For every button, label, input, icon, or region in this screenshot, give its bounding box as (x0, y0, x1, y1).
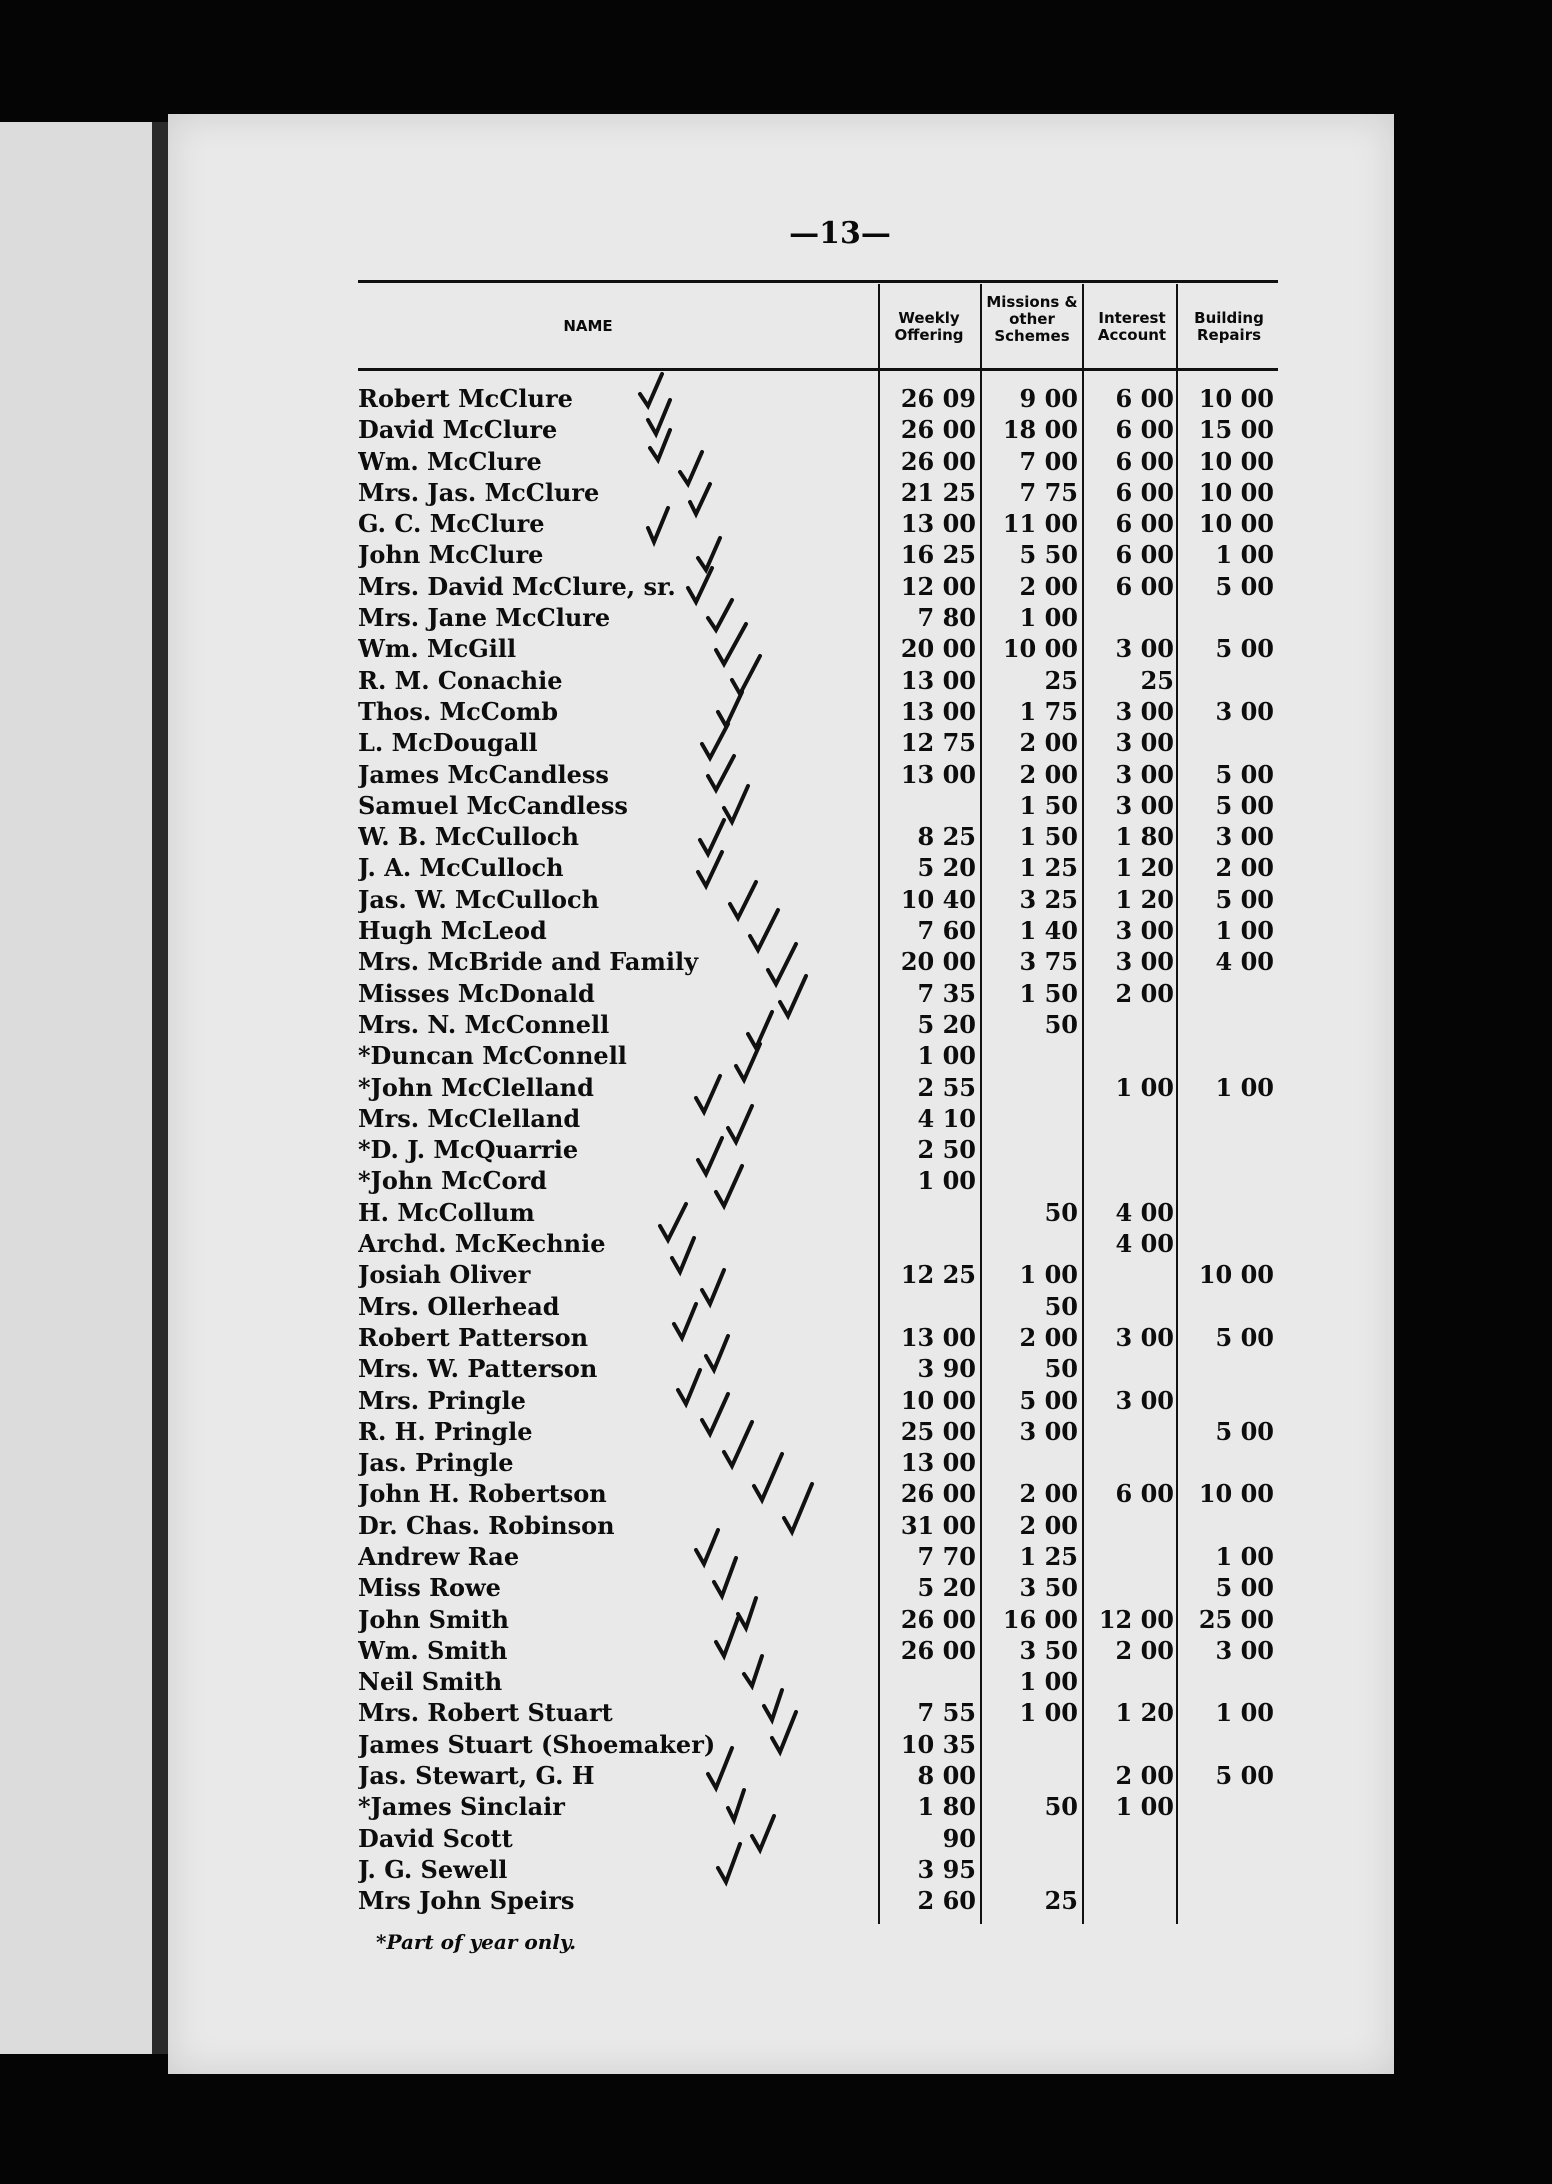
table-row (168, 1730, 1394, 1761)
book-spine (152, 122, 168, 2054)
interest-cell: 4 00 (1115, 1229, 1174, 1259)
table-row (168, 1792, 1394, 1823)
donor-name (358, 1386, 818, 1415)
donor-name-text: Mrs. W. Patterson (358, 1354, 601, 1383)
missions-cell: 3 25 (1019, 884, 1078, 914)
missions-cell: 1 00 (1019, 1698, 1078, 1728)
donor-name (358, 1198, 818, 1227)
building-repairs-cell: 25 00 (1198, 1604, 1274, 1634)
building-repairs-cell: 5 00 (1215, 790, 1274, 820)
donor-name (358, 478, 818, 507)
header-missions: Missions & other Schemes (986, 293, 1078, 345)
table-row (168, 415, 1394, 446)
weekly-offering-cell: 26 00 (900, 446, 976, 476)
building-repairs-cell: 1 00 (1215, 1541, 1274, 1571)
missions-cell: 50 (1044, 1197, 1078, 1227)
donor-name (358, 1824, 818, 1853)
weekly-offering-cell: 2 50 (917, 1135, 976, 1165)
table-row (168, 384, 1394, 415)
donor-name (358, 1698, 818, 1727)
table-row (168, 1667, 1394, 1698)
building-repairs-cell: 1 00 (1215, 1698, 1274, 1728)
donor-name (358, 822, 818, 851)
donor-name-text: James McCandless (358, 760, 613, 789)
weekly-offering-cell: 13 00 (900, 759, 976, 789)
building-repairs-cell: 15 00 (1198, 415, 1274, 445)
table-row (168, 760, 1394, 791)
weekly-offering-cell: 13 00 (900, 696, 976, 726)
weekly-offering-cell: 26 00 (900, 1604, 976, 1634)
donor-name-text: G. C. McClure (358, 509, 549, 538)
building-repairs-cell: 10 00 (1198, 477, 1274, 507)
weekly-offering-cell: 13 00 (900, 1322, 976, 1352)
table-row (168, 791, 1394, 822)
table-row (168, 728, 1394, 759)
donor-name-text: H. McCollum (358, 1198, 539, 1227)
interest-cell: 3 00 (1115, 759, 1174, 789)
weekly-offering-cell: 10 00 (900, 1385, 976, 1415)
donor-name-text: Robert McClure (358, 384, 577, 413)
interest-cell: 4 00 (1115, 1197, 1174, 1227)
donor-name (358, 1761, 818, 1790)
missions-cell: 25 (1044, 665, 1078, 695)
weekly-offering-cell: 5 20 (917, 853, 976, 883)
interest-cell: 6 00 (1115, 415, 1174, 445)
weekly-offering-cell: 7 55 (917, 1698, 976, 1728)
table-row (168, 1135, 1394, 1166)
donor-name (358, 760, 818, 789)
table-row (168, 1073, 1394, 1104)
building-repairs-cell: 5 00 (1215, 634, 1274, 664)
header-top-rule (358, 280, 1278, 283)
donor-name-text: R. M. Conachie (358, 666, 567, 695)
table-row (168, 947, 1394, 978)
table-row (168, 1636, 1394, 1667)
missions-cell: 2 00 (1019, 1510, 1078, 1540)
donor-name-text: John H. Robertson (358, 1479, 611, 1508)
table-row (168, 1855, 1394, 1886)
weekly-offering-cell: 20 00 (900, 634, 976, 664)
donor-name (358, 1511, 818, 1540)
donor-name-text: Mrs. McClelland (358, 1104, 584, 1133)
building-repairs-cell: 10 00 (1198, 509, 1274, 539)
table-row (168, 1198, 1394, 1229)
donor-name (358, 1041, 818, 1070)
donor-name (358, 1260, 818, 1289)
interest-cell: 1 20 (1115, 1698, 1174, 1728)
donor-name (358, 509, 818, 538)
missions-cell: 3 50 (1019, 1573, 1078, 1603)
donor-name (358, 1166, 818, 1195)
table-row (168, 1041, 1394, 1072)
donor-name-text: J. A. McCulloch (358, 853, 568, 882)
weekly-offering-cell: 26 00 (900, 415, 976, 445)
donor-name-text: Thos. McComb (358, 697, 562, 726)
weekly-offering-cell: 3 95 (917, 1854, 976, 1884)
donor-name (358, 1135, 818, 1164)
weekly-offering-cell: 12 00 (900, 571, 976, 601)
table-row (168, 1542, 1394, 1573)
donor-name-text: Wm. Smith (358, 1636, 511, 1665)
donor-name-text: Hugh McLeod (358, 916, 551, 945)
donor-name (358, 1855, 818, 1884)
donor-name-text: Mrs. Pringle (358, 1386, 530, 1415)
donor-name (358, 1573, 818, 1602)
building-repairs-cell: 1 00 (1215, 916, 1274, 946)
table-row (168, 447, 1394, 478)
missions-cell: 1 00 (1019, 603, 1078, 633)
table-row (168, 697, 1394, 728)
missions-cell: 50 (1044, 1354, 1078, 1384)
interest-cell: 1 20 (1115, 853, 1174, 883)
building-repairs-cell: 1 00 (1215, 1072, 1274, 1102)
header-bottom-rule (358, 368, 1278, 371)
interest-cell: 6 00 (1115, 1479, 1174, 1509)
weekly-offering-cell: 2 55 (917, 1072, 976, 1102)
interest-cell: 2 00 (1115, 1761, 1174, 1791)
interest-cell: 3 00 (1115, 728, 1174, 758)
table-row (168, 979, 1394, 1010)
interest-cell: 1 80 (1115, 822, 1174, 852)
donor-name-text: John McClure (358, 540, 547, 569)
table-row (168, 1010, 1394, 1041)
header-interest: Interest Account (1097, 309, 1167, 344)
building-repairs-cell: 10 00 (1198, 1479, 1274, 1509)
table-row (168, 1323, 1394, 1354)
missions-cell: 25 (1044, 1886, 1078, 1916)
donor-name-text: Misses McDonald (358, 979, 599, 1008)
donor-name-text: David Scott (358, 1824, 517, 1853)
weekly-offering-cell: 5 20 (917, 1009, 976, 1039)
missions-cell: 50 (1044, 1792, 1078, 1822)
donor-name (358, 603, 818, 632)
donor-name-text: David McClure (358, 415, 561, 444)
interest-cell: 3 00 (1115, 1322, 1174, 1352)
missions-cell: 7 75 (1019, 477, 1078, 507)
missions-cell: 2 00 (1019, 759, 1078, 789)
table-row (168, 603, 1394, 634)
donor-name-text: Mrs John Speirs (358, 1886, 578, 1915)
weekly-offering-cell: 3 90 (917, 1354, 976, 1384)
missions-cell: 1 00 (1019, 1260, 1078, 1290)
donor-name-text: *D. J. McQuarrie (358, 1135, 582, 1164)
missions-cell: 3 50 (1019, 1635, 1078, 1665)
building-repairs-cell: 4 00 (1215, 947, 1274, 977)
table-row (168, 666, 1394, 697)
missions-cell: 1 50 (1019, 822, 1078, 852)
table-row (168, 1166, 1394, 1197)
interest-cell: 3 00 (1115, 634, 1174, 664)
interest-cell: 3 00 (1115, 790, 1174, 820)
donor-name (358, 1417, 818, 1446)
weekly-offering-cell: 1 00 (917, 1041, 976, 1071)
table-row (168, 1511, 1394, 1542)
table-row (168, 1260, 1394, 1291)
donor-name (358, 1323, 818, 1352)
donor-name-text: Wm. McGill (358, 634, 520, 663)
interest-cell: 3 00 (1115, 1385, 1174, 1415)
donor-name (358, 1073, 818, 1102)
donor-name-text: Dr. Chas. Robinson (358, 1511, 619, 1540)
interest-cell: 6 00 (1115, 571, 1174, 601)
donor-name (358, 1010, 818, 1039)
interest-cell: 1 00 (1115, 1072, 1174, 1102)
page-number: —13— (789, 216, 891, 251)
donor-name-text: Mrs. David McClure, sr. (358, 572, 680, 601)
donor-name-text: Mrs. N. McConnell (358, 1010, 613, 1039)
donor-name (358, 1667, 818, 1696)
weekly-offering-cell: 10 40 (900, 884, 976, 914)
building-repairs-cell: 5 00 (1215, 571, 1274, 601)
weekly-offering-cell: 8 25 (917, 822, 976, 852)
weekly-offering-cell: 13 00 (900, 1448, 976, 1478)
donor-name-text: John Smith (358, 1605, 513, 1634)
donor-name (358, 1605, 818, 1634)
weekly-offering-cell: 7 80 (917, 603, 976, 633)
building-repairs-cell: 10 00 (1198, 446, 1274, 476)
interest-cell: 6 00 (1115, 384, 1174, 413)
missions-cell: 2 00 (1019, 728, 1078, 758)
donor-name (358, 916, 818, 945)
weekly-offering-cell: 5 20 (917, 1573, 976, 1603)
weekly-offering-cell: 20 00 (900, 947, 976, 977)
donor-name (358, 447, 818, 476)
weekly-offering-cell: 12 75 (900, 728, 976, 758)
left-page-edge (0, 122, 160, 2054)
missions-cell: 7 00 (1019, 446, 1078, 476)
donor-name-text: Jas. Pringle (358, 1448, 518, 1477)
donor-name (358, 572, 818, 601)
table-row (168, 1448, 1394, 1479)
table-row (168, 1292, 1394, 1323)
header-weekly-offering: Weekly Offering (894, 309, 964, 344)
building-repairs-cell: 5 00 (1215, 1416, 1274, 1446)
donor-name-text: Josiah Oliver (358, 1260, 534, 1289)
missions-cell: 18 00 (1002, 415, 1078, 445)
table-row (168, 1104, 1394, 1135)
donor-name (358, 634, 818, 663)
weekly-offering-cell: 21 25 (900, 477, 976, 507)
donor-name-text: *John McCord (358, 1166, 551, 1195)
donor-name-text: Mrs. Jas. McClure (358, 478, 603, 507)
missions-cell: 5 00 (1019, 1385, 1078, 1415)
table-row (168, 1479, 1394, 1510)
donor-name-text: Mrs. Jane McClure (358, 603, 614, 632)
missions-cell: 11 00 (1002, 509, 1078, 539)
weekly-offering-cell: 26 09 (900, 384, 976, 413)
donor-name-text: R. H. Pringle (358, 1417, 536, 1446)
header-name: NAME (563, 317, 613, 335)
table-row (168, 1229, 1394, 1260)
table-row (168, 853, 1394, 884)
donor-name (358, 384, 818, 413)
missions-cell: 1 25 (1019, 853, 1078, 883)
weekly-offering-cell: 26 00 (900, 1479, 976, 1509)
donor-name (358, 885, 818, 914)
weekly-offering-cell: 1 00 (917, 1166, 976, 1196)
donor-name (358, 697, 818, 726)
missions-cell: 3 75 (1019, 947, 1078, 977)
weekly-offering-cell: 25 00 (900, 1416, 976, 1446)
weekly-offering-cell: 16 25 (900, 540, 976, 570)
missions-cell: 1 40 (1019, 916, 1078, 946)
donor-name (358, 979, 818, 1008)
table-row (168, 540, 1394, 571)
donor-name-text: Jas. Stewart, G. H (358, 1761, 599, 1790)
missions-cell: 16 00 (1002, 1604, 1078, 1634)
donor-name-text: *John McClelland (358, 1073, 598, 1102)
missions-cell: 1 50 (1019, 978, 1078, 1008)
interest-cell: 6 00 (1115, 540, 1174, 570)
table-row (168, 1386, 1394, 1417)
donor-name (358, 1636, 818, 1665)
missions-cell: 10 00 (1002, 634, 1078, 664)
weekly-offering-cell: 31 00 (900, 1510, 976, 1540)
donor-name (358, 1354, 818, 1383)
building-repairs-cell: 5 00 (1215, 1322, 1274, 1352)
interest-cell: 6 00 (1115, 446, 1174, 476)
donor-name (358, 1542, 818, 1571)
ledger-page (168, 114, 1394, 2074)
table-row (168, 822, 1394, 853)
missions-cell: 50 (1044, 1291, 1078, 1321)
table-row (168, 1886, 1394, 1917)
interest-cell: 6 00 (1115, 509, 1174, 539)
donor-name-text: Wm. McClure (358, 447, 546, 476)
missions-cell: 1 50 (1019, 790, 1078, 820)
weekly-offering-cell: 4 10 (917, 1103, 976, 1133)
donor-name (358, 1448, 818, 1477)
interest-cell: 25 (1140, 665, 1174, 695)
weekly-offering-cell: 7 35 (917, 978, 976, 1008)
weekly-offering-cell: 10 35 (900, 1729, 976, 1759)
building-repairs-cell: 5 00 (1215, 884, 1274, 914)
donor-name (358, 540, 818, 569)
donor-name (358, 947, 818, 976)
missions-cell: 3 00 (1019, 1416, 1078, 1446)
donor-name (358, 1730, 818, 1759)
missions-cell: 50 (1044, 1009, 1078, 1039)
table-row (168, 1417, 1394, 1448)
donor-name (358, 791, 818, 820)
donor-name-text: Neil Smith (358, 1667, 506, 1696)
donor-name (358, 1886, 818, 1915)
missions-cell: 9 00 (1019, 384, 1078, 413)
donor-name (358, 1104, 818, 1133)
interest-cell: 3 00 (1115, 947, 1174, 977)
donor-name-text: *Duncan McConnell (358, 1041, 631, 1070)
missions-cell: 2 00 (1019, 1322, 1078, 1352)
weekly-offering-cell: 1 80 (917, 1792, 976, 1822)
donor-name-text: Miss Rowe (358, 1573, 505, 1602)
table-row (168, 1761, 1394, 1792)
weekly-offering-cell: 13 00 (900, 665, 976, 695)
donor-name (358, 1229, 818, 1258)
donor-name (358, 853, 818, 882)
weekly-offering-cell: 12 25 (900, 1260, 976, 1290)
ledger-rows (168, 384, 1394, 1918)
building-repairs-cell: 5 00 (1215, 759, 1274, 789)
footnote: *Part of year only. (376, 1930, 577, 1954)
building-repairs-cell: 1 00 (1215, 540, 1274, 570)
weekly-offering-cell: 7 60 (917, 916, 976, 946)
donor-name-text: Robert Patterson (358, 1323, 592, 1352)
weekly-offering-cell: 13 00 (900, 509, 976, 539)
interest-cell: 2 00 (1115, 1635, 1174, 1665)
donor-name (358, 1292, 818, 1321)
donor-name (358, 666, 818, 695)
missions-cell: 1 00 (1019, 1667, 1078, 1697)
building-repairs-cell: 5 00 (1215, 1573, 1274, 1603)
missions-cell: 1 75 (1019, 696, 1078, 726)
table-row (168, 885, 1394, 916)
missions-cell: 5 50 (1019, 540, 1078, 570)
interest-cell: 1 20 (1115, 884, 1174, 914)
donor-name (358, 728, 818, 757)
donor-name-text: J. G. Sewell (358, 1855, 511, 1884)
table-row (168, 1698, 1394, 1729)
interest-cell: 1 00 (1115, 1792, 1174, 1822)
table-row (168, 634, 1394, 665)
interest-cell: 3 00 (1115, 696, 1174, 726)
donor-name (358, 1792, 818, 1821)
donor-name-text: W. B. McCulloch (358, 822, 583, 851)
donor-name (358, 415, 818, 444)
table-row (168, 1573, 1394, 1604)
building-repairs-cell: 2 00 (1215, 853, 1274, 883)
missions-cell: 2 00 (1019, 1479, 1078, 1509)
table-row (168, 509, 1394, 540)
donor-name-text: Jas. W. McCulloch (358, 885, 603, 914)
weekly-offering-cell: 7 70 (917, 1541, 976, 1571)
donor-name-text: Mrs. Ollerhead (358, 1292, 564, 1321)
building-repairs-cell: 5 00 (1215, 1761, 1274, 1791)
building-repairs-cell: 3 00 (1215, 1635, 1274, 1665)
table-row (168, 572, 1394, 603)
table-row (168, 916, 1394, 947)
interest-cell: 3 00 (1115, 916, 1174, 946)
table-row (168, 478, 1394, 509)
donor-name-text: Mrs. McBride and Family (358, 947, 702, 976)
interest-cell: 12 00 (1098, 1604, 1174, 1634)
building-repairs-cell: 10 00 (1198, 1260, 1274, 1290)
weekly-offering-cell: 26 00 (900, 1635, 976, 1665)
table-row (168, 1605, 1394, 1636)
interest-cell: 2 00 (1115, 978, 1174, 1008)
donor-name-text: Andrew Rae (358, 1542, 523, 1571)
donor-name-text: *James Sinclair (358, 1792, 569, 1821)
building-repairs-cell: 10 00 (1198, 384, 1274, 413)
building-repairs-cell: 3 00 (1215, 696, 1274, 726)
table-row (168, 1824, 1394, 1855)
header-building: Building Repairs (1194, 309, 1264, 344)
donor-name (358, 1479, 818, 1508)
donor-name-text: James Stuart (Shoemaker) (358, 1730, 719, 1759)
weekly-offering-cell: 90 (942, 1823, 976, 1853)
table-row (168, 1354, 1394, 1385)
donor-name-text: Mrs. Robert Stuart (358, 1698, 617, 1727)
building-repairs-cell: 3 00 (1215, 822, 1274, 852)
weekly-offering-cell: 2 60 (917, 1886, 976, 1916)
interest-cell: 6 00 (1115, 477, 1174, 507)
donor-name-text: Archd. McKechnie (358, 1229, 610, 1258)
missions-cell: 1 25 (1019, 1541, 1078, 1571)
donor-name-text: L. McDougall (358, 728, 542, 757)
missions-cell: 2 00 (1019, 571, 1078, 601)
weekly-offering-cell: 8 00 (917, 1761, 976, 1791)
donor-name-text: Samuel McCandless (358, 791, 632, 820)
